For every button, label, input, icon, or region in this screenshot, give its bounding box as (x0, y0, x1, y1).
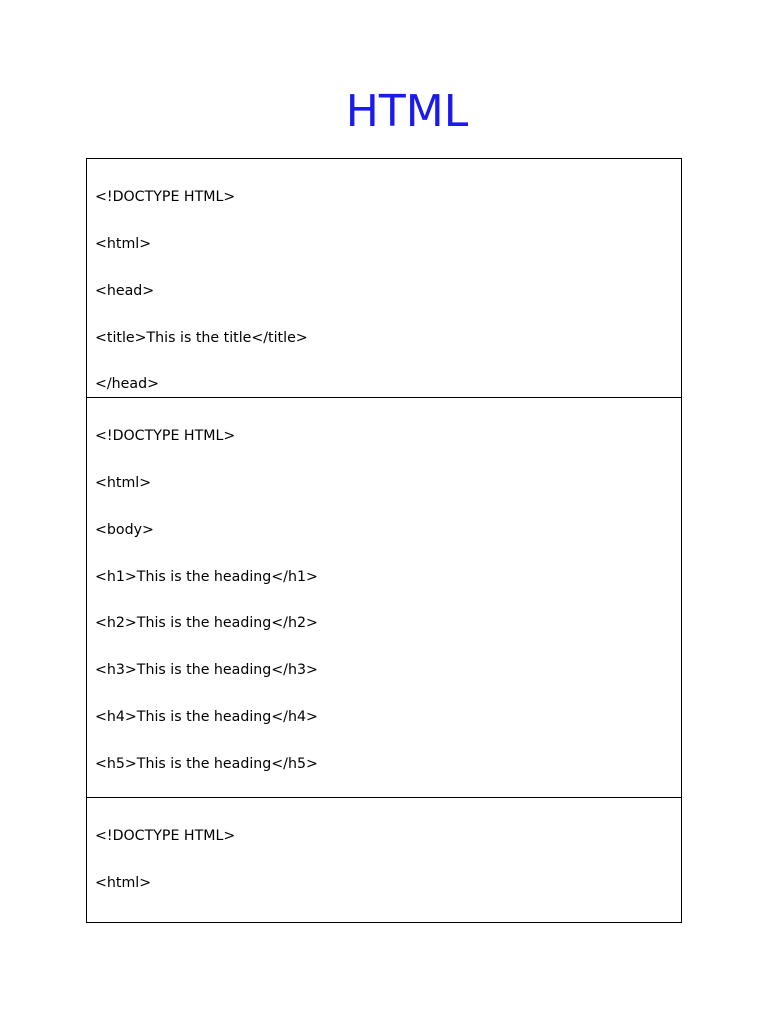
code-line: <h1>This is the heading</h1> (95, 568, 318, 585)
document-title: HTML (345, 86, 469, 137)
code-line: <!DOCTYPE HTML> (95, 428, 236, 445)
code-line: <!DOCTYPE HTML> (95, 189, 236, 206)
code-line: <head> (95, 282, 155, 299)
code-line: <html> (95, 874, 152, 891)
code-line: <h5>This is the heading</h5> (95, 755, 318, 772)
code-line: <html> (95, 474, 152, 491)
code-listing-3 (95, 798, 673, 922)
code-line: <body> (95, 521, 154, 538)
example-cell-1 (87, 159, 681, 398)
code-listing-2 (95, 398, 673, 798)
code-listing-1 (95, 159, 673, 398)
code-line: <title>This is the title</title> (95, 329, 308, 346)
code-line: </head> (95, 376, 159, 393)
example-cell-2 (87, 398, 681, 798)
code-line: <h3>This is the heading</h3> (95, 662, 318, 679)
code-line: <!DOCTYPE HTML> (95, 828, 236, 845)
code-line: <h2>This is the heading</h2> (95, 615, 318, 632)
example-cell-3 (87, 798, 681, 922)
code-line: <h4>This is the heading</h4> (95, 708, 318, 725)
examples-table (86, 158, 682, 923)
code-line: <html> (95, 235, 152, 252)
